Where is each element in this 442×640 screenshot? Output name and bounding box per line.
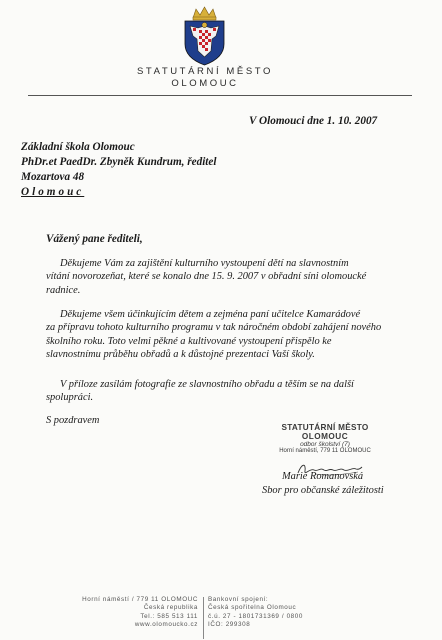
recipient-line-4: Olomouc xyxy=(21,186,85,198)
stamp-dept: odbor školství xyxy=(300,441,341,448)
stamp-line-4: Horní náměstí, 779 11 OLOMOUC xyxy=(279,448,371,454)
footer-line: Česká spořitelna Olomouc xyxy=(208,604,297,612)
signer-block xyxy=(262,470,384,498)
footer-line: www.olomoucko.cz xyxy=(134,621,198,629)
signer-name: Marie Romanovská xyxy=(282,471,364,482)
footer-bank xyxy=(208,596,348,630)
stamp-line-1: STATUTÁRNÍ MĚSTO xyxy=(281,423,369,432)
recipient-line-1: Základní škola Olomouc xyxy=(21,141,135,153)
footer-line: Horní náměstí / 779 11 OLOMOUC xyxy=(82,596,198,603)
body-paragraph-2 xyxy=(46,308,412,362)
paragraph-line: Děkujeme Vám za zajištění kulturního vystoupení dětí na slavnostním xyxy=(60,258,349,269)
official-stamp xyxy=(268,423,382,454)
date-line: V Olomouci dne 1. 10. 2007 xyxy=(249,115,378,127)
recipient-address xyxy=(21,140,216,200)
paragraph-line: radnice. xyxy=(46,284,81,296)
paragraph-line: školního roku. Toto velmi pěkné a kultivované vystoupení přispělo ke xyxy=(46,335,332,347)
footer-line: IČO: 299308 xyxy=(208,621,251,629)
body-paragraph-1 xyxy=(46,257,412,297)
olomouc-coat-of-arms-icon xyxy=(181,6,228,66)
closing: S pozdravem xyxy=(46,415,100,426)
signer-department: Sbor pro občanské záležitosti xyxy=(262,485,384,496)
footer-line: Bankovní spojení: xyxy=(208,596,269,603)
recipient-line-3: Mozartova 48 xyxy=(21,171,85,183)
body-paragraph-3 xyxy=(46,378,412,405)
paragraph-line: za přípravu tohoto kulturního programu v tak náročném období zahájení nového xyxy=(46,322,382,334)
footer-line: Tel.: 585 513 111 xyxy=(140,612,198,620)
paragraph-line: slavnostnímu průběhu obřadů a k důstojné prezentaci Vaší školy. xyxy=(46,349,315,361)
paragraph-line: vítání novorozeňat, které se konalo dne 15. 9. 2007 v obřadní síni olomoucké xyxy=(46,271,367,283)
letterhead-city-title: STATUTÁRNÍ MĚSTO xyxy=(136,66,274,77)
letterhead-city-name: OLOMOUC xyxy=(171,78,239,89)
footer-line: Česká republika xyxy=(143,604,198,612)
footer-line: č.ú. 27 - 1801731369 / 0800 xyxy=(208,612,303,620)
stamp-line-3 xyxy=(268,441,382,448)
letterhead-divider xyxy=(28,95,412,96)
paragraph-line: Děkujeme všem účinkujícím dětem a zejména paní učitelce Kamarádové xyxy=(60,309,361,320)
salutation: Vážený pane řediteli, xyxy=(46,233,143,245)
paragraph-line: V příloze zasílám fotografie ze slavnostního obřadu a těším se na další xyxy=(60,379,354,390)
stamp-line-2: OLOMOUC xyxy=(301,432,349,441)
stamp-number: (7) xyxy=(341,441,350,448)
footer-address xyxy=(52,596,198,630)
footer-divider xyxy=(203,597,204,639)
paragraph-line: spolupráci. xyxy=(46,392,94,404)
recipient-line-2: PhDr.et PaedDr. Zbyněk Kundrum, ředitel xyxy=(21,156,217,168)
